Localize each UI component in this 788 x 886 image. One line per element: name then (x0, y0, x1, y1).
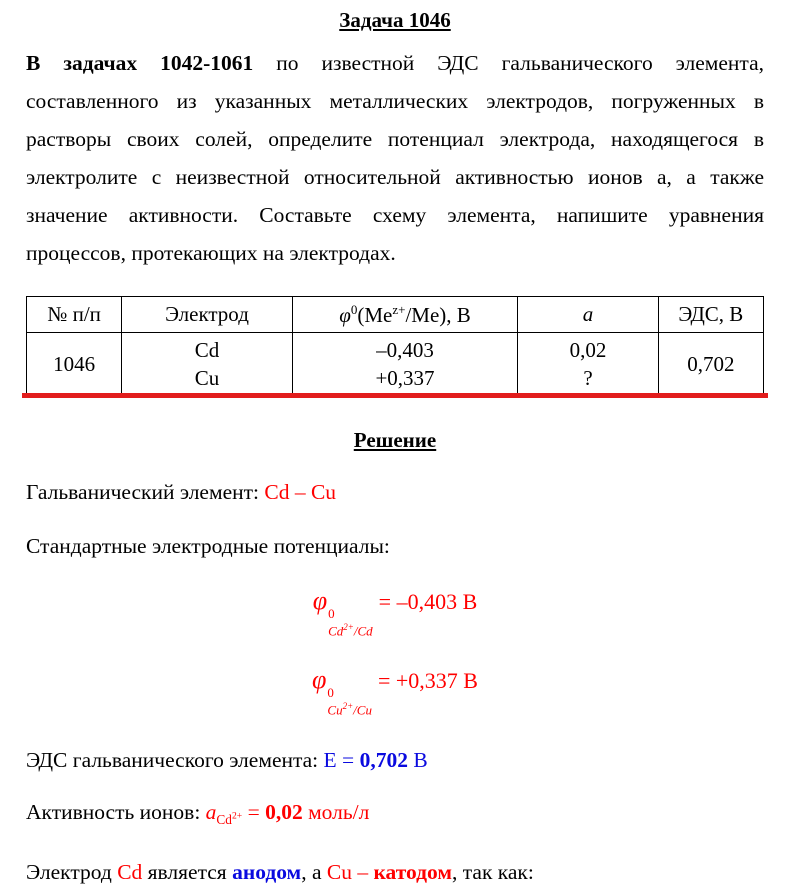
emf-unit: В (407, 748, 428, 773)
activity-top: 0,02 (569, 338, 607, 362)
col-header-num: № п/п (27, 297, 122, 333)
sub-charge: 2+ (231, 810, 243, 822)
conclusion-p3: , а (301, 860, 327, 885)
col-header-potential (292, 297, 518, 333)
potential-bottom: +0,337 (375, 366, 435, 390)
table-data-row (27, 333, 764, 396)
sub-charge: 2+ (343, 621, 354, 632)
formula-cd-potential (26, 583, 764, 639)
conclusion-p4: , так как: (452, 860, 534, 885)
phi-scripts (328, 607, 373, 639)
problem-table-wrapper (26, 296, 764, 398)
conclusion-p2: является (142, 860, 233, 885)
conclusion-cd: Cd (117, 860, 143, 885)
col-header-electrode: Электрод (122, 297, 292, 333)
phi-mid: (Me (357, 302, 393, 327)
sub-metal: Cu (327, 702, 343, 718)
emf-symbol: E = (323, 748, 360, 773)
phi-sub (327, 701, 372, 718)
sub-charge: 2+ (342, 701, 354, 712)
galvanic-element-line (26, 478, 764, 506)
activity-unit: моль/л (302, 800, 370, 825)
activity-subscript (216, 812, 242, 827)
phi-symbol: φ (312, 586, 328, 615)
cell-electrodes (122, 333, 292, 396)
activity-label: Активность ионов: (26, 800, 206, 825)
conclusion-cu: Cu – (326, 860, 374, 885)
sub-metal: Cd (328, 623, 344, 639)
activity-value: 0,02 (265, 800, 303, 825)
electrode-top: Cd (194, 338, 220, 362)
phi-scripts (327, 686, 372, 718)
col-header-emf: ЭДС, В (658, 297, 763, 333)
phi-sub (328, 622, 373, 639)
emf-line (26, 746, 764, 774)
col-header-activity: a (518, 297, 658, 333)
activity-symbol: a (205, 800, 217, 825)
conclusion-line (26, 858, 764, 886)
problem-table (26, 296, 764, 396)
galvanic-value: Cd – Cu (264, 480, 337, 504)
formula-rhs: = –0,403 В (378, 589, 478, 614)
potential-top: –0,403 (376, 338, 434, 362)
formula-rhs: = +0,337 В (377, 668, 478, 694)
sub-metal: Cd (216, 812, 232, 828)
intro-paragraph (26, 44, 764, 272)
conclusion-cathode: катодом (373, 860, 452, 885)
galvanic-label: Гальванический элемент: (26, 480, 265, 504)
phi-symbol: φ (339, 302, 351, 327)
intro-bold-range: В задачах 1042-1061 (26, 51, 254, 75)
activity-line (26, 798, 764, 834)
table-header-row (27, 297, 764, 333)
activity-eq: = (242, 800, 266, 825)
activity-bottom: ? (583, 366, 593, 390)
cell-problem-number: 1046 (27, 333, 122, 396)
cell-activity (518, 333, 658, 396)
phi-symbol: φ (312, 665, 327, 695)
intro-text: по известной ЭДС гальванического элемента, составленного из указанных металлических электродов, погруженных в растворы своих солей, определите потенциал электрода, находящегося в электролите с неизвестной относительной активностью ионов а, а также значение активности. Составьте схему элемента, напишите уравнения процессов, протекающих на электродах. (26, 51, 765, 265)
phi-end: /Me), В (405, 302, 471, 327)
page-title: Задача 1046 (339, 8, 451, 32)
sub-rest: /Cd (353, 623, 373, 639)
emf-label: ЭДС гальванического элемента: (26, 748, 324, 773)
solution-heading: Решение (353, 428, 437, 452)
std-potentials-label: Стандартные электродные потенциалы: (26, 534, 390, 558)
phi-sup-charge: z+ (392, 301, 406, 317)
cell-potentials (292, 333, 518, 396)
sub-rest: /Cu (353, 702, 372, 718)
phi-sup-zero: 0 (328, 606, 335, 621)
electrode-bottom: Cu (194, 366, 220, 390)
conclusion-anode: анодом (232, 860, 302, 885)
phi-sup-zero: 0 (350, 301, 358, 317)
phi-sup-zero: 0 (327, 685, 334, 701)
formula-cu-potential (26, 662, 764, 718)
cell-emf: 0,702 (658, 333, 763, 396)
red-underline-rule (22, 393, 768, 398)
emf-value: 0,702 (359, 748, 408, 773)
conclusion-p1: Электрод (26, 860, 118, 885)
